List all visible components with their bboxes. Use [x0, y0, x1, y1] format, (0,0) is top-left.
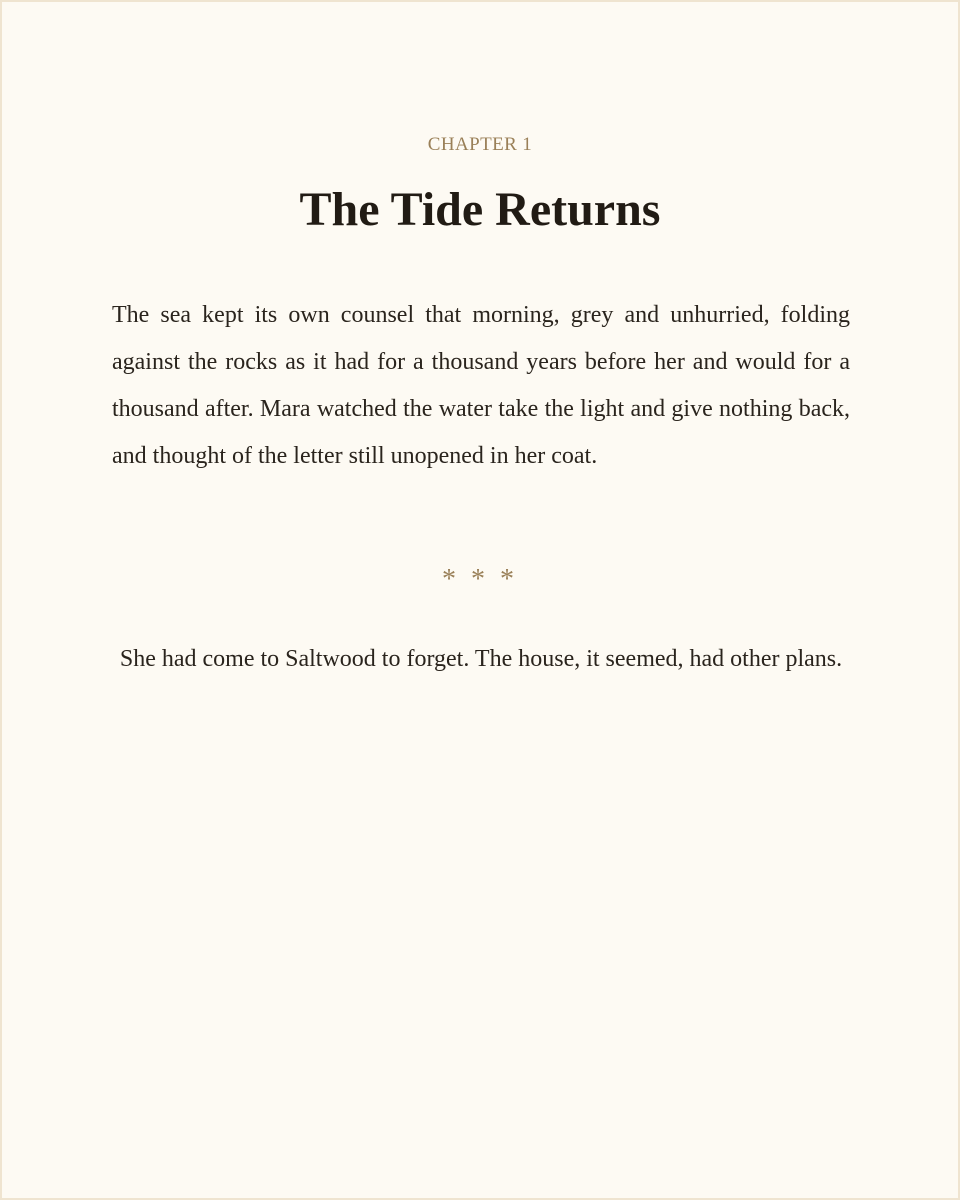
- closing-paragraph: She had come to Saltwood to forget. The house, it seemed, had other plans.: [119, 646, 843, 672]
- body-paragraph: The sea kept its own counsel that morning, grey and unhurried, folding against the rocks as it had for a thousand years before her and would for a thousand after. Mara watched the water take the light and give nothing back, and thought of the letter still unopened in her coat.: [112, 302, 850, 469]
- chapter-label: CHAPTER 1: [427, 134, 533, 155]
- chapter-title: The Tide Returns: [299, 183, 661, 236]
- scene-break-divider: * * *: [442, 564, 518, 595]
